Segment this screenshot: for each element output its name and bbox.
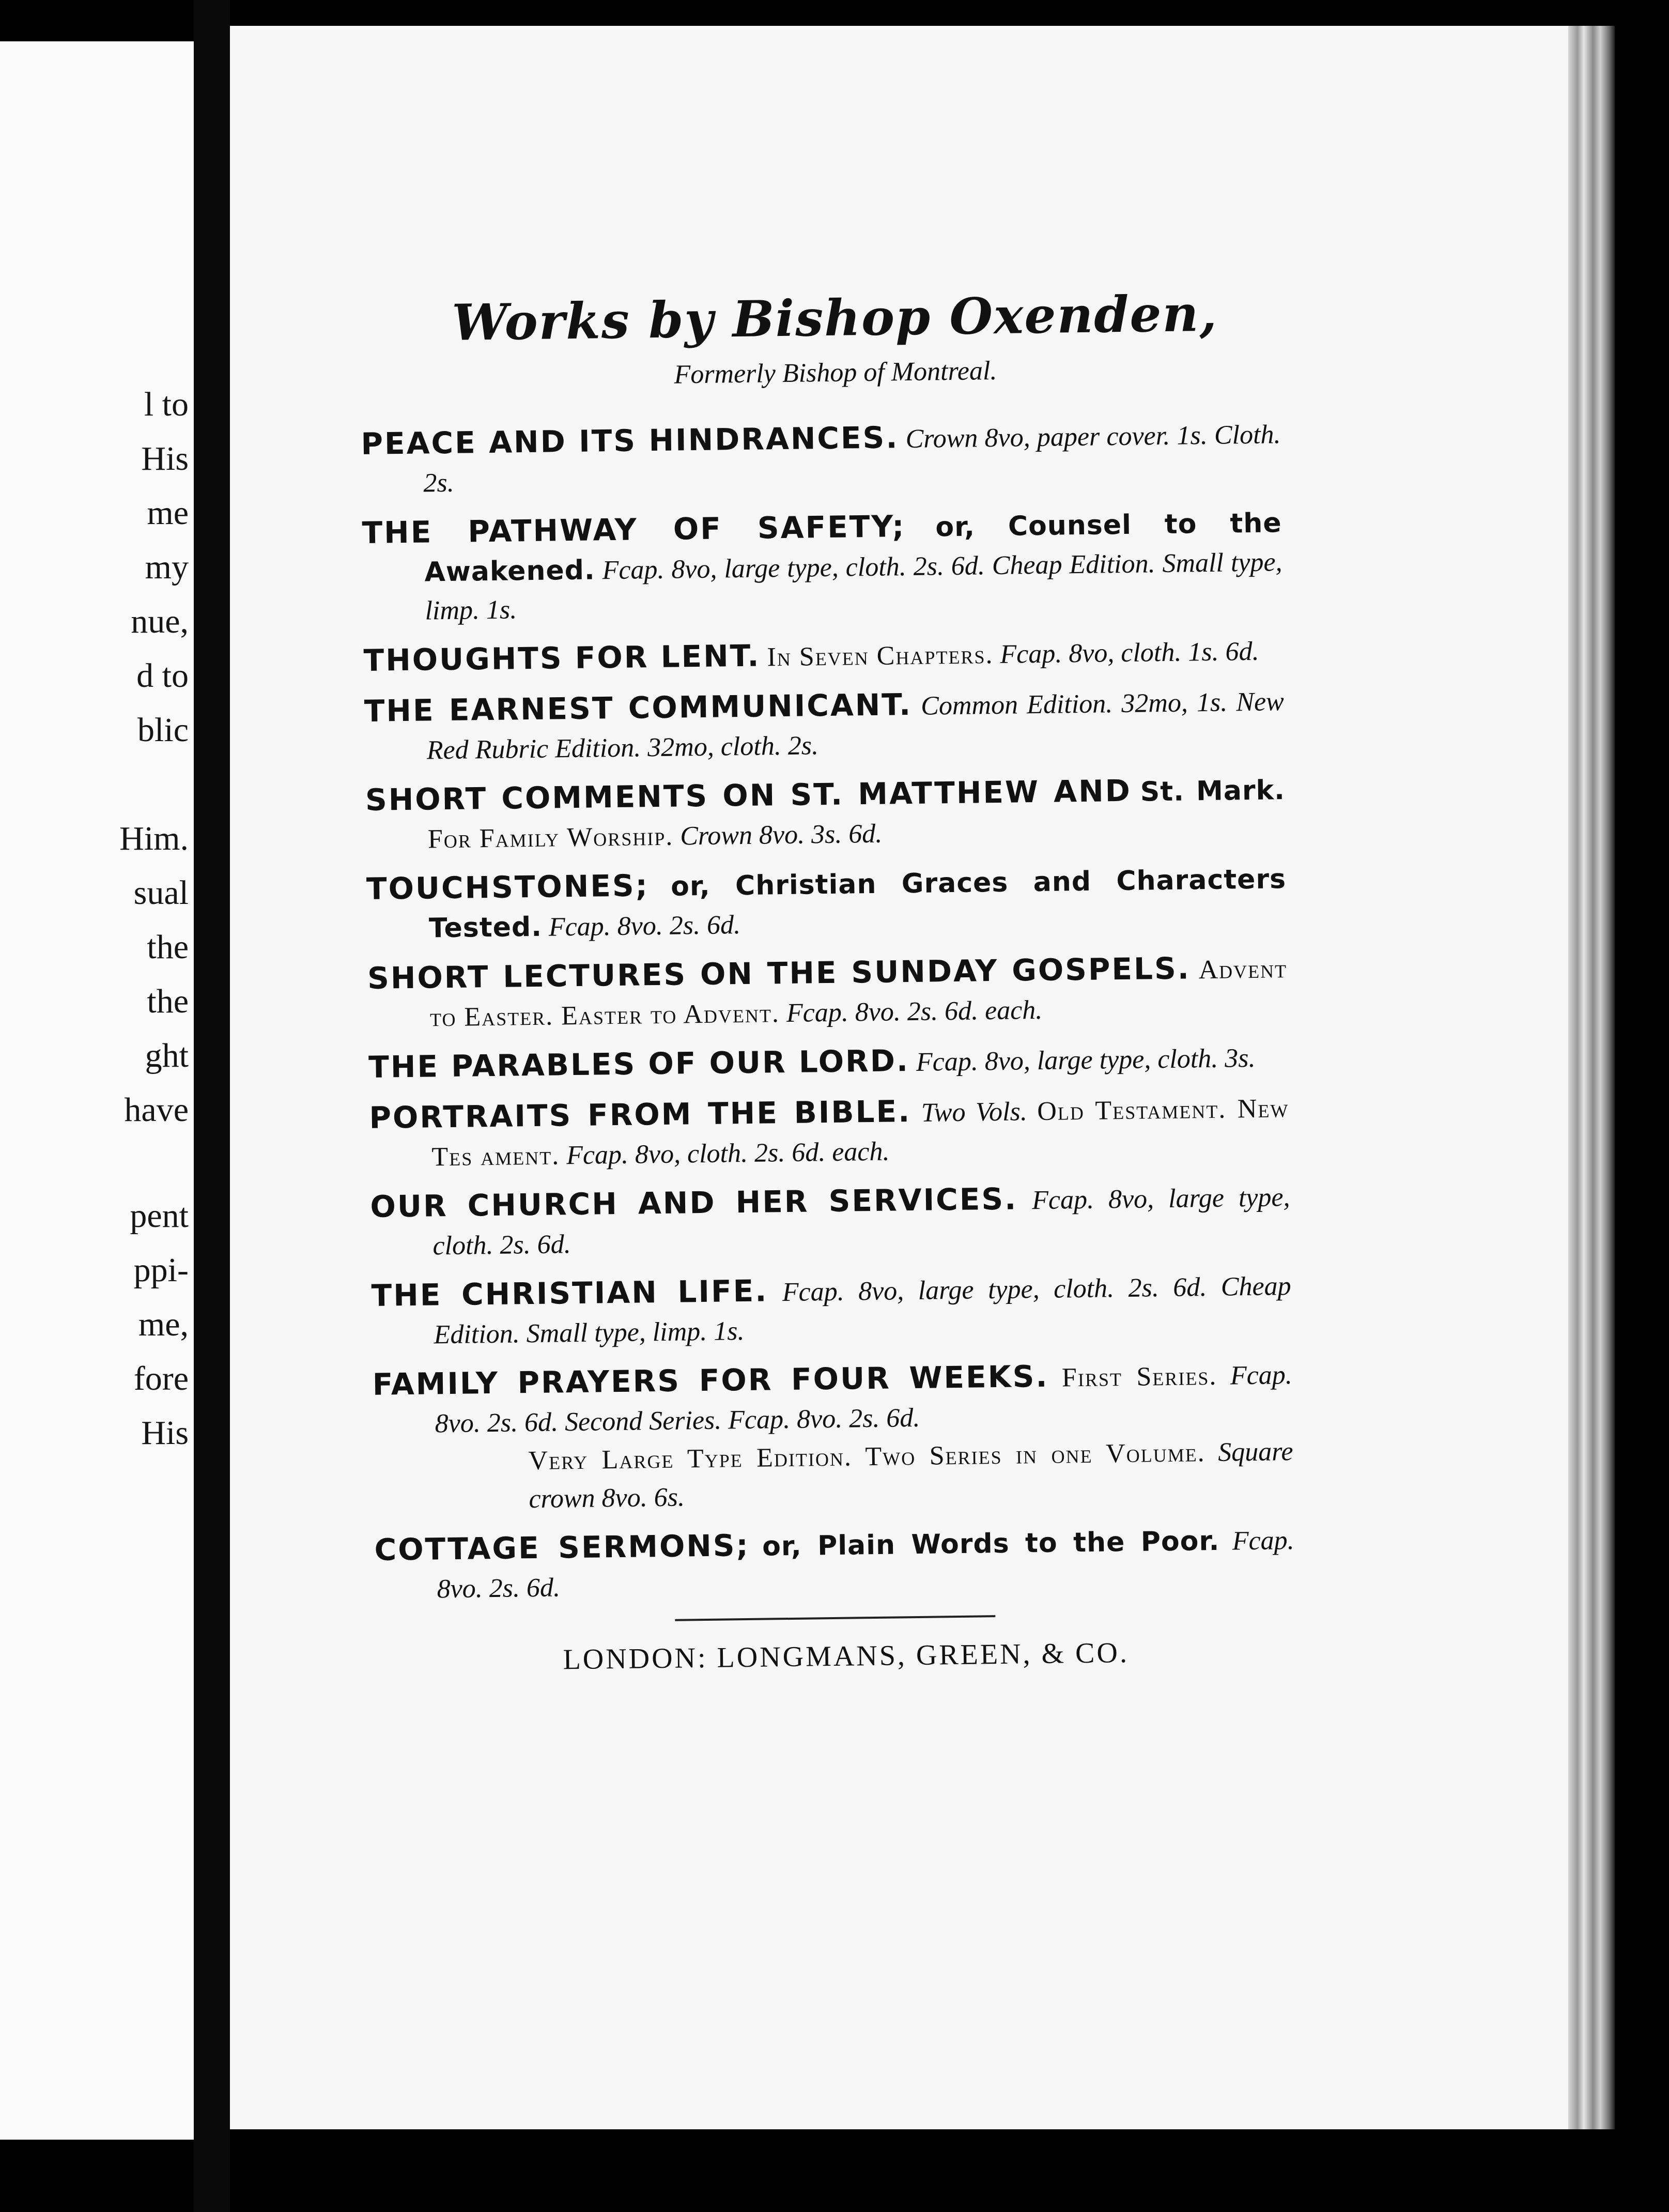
book-details: Fcap. 8vo, large type, cloth. 2s. 6d. bbox=[432, 1182, 1290, 1261]
page-title: Works by Bishop Oxenden, bbox=[451, 284, 1218, 352]
book-title: THOUGHTS FOR LENT. bbox=[363, 638, 761, 678]
book-volumes: Two Vols. bbox=[921, 1097, 1028, 1128]
book-entry bbox=[369, 1087, 1290, 1177]
left-page-text-fragment: ght bbox=[145, 1037, 189, 1074]
left-page-text-fragment: the bbox=[147, 928, 189, 966]
book-description: First Series. bbox=[1061, 1361, 1217, 1393]
left-page-text-fragment: sual bbox=[133, 874, 189, 912]
book-entry bbox=[362, 502, 1283, 631]
book-details: Fcap. 8vo, cloth. 1s. 6d. bbox=[1000, 636, 1259, 669]
book-description: In Seven Chapters. bbox=[767, 640, 994, 672]
book-details: Crown 8vo, paper cover. 1s. Cloth. 2s. bbox=[423, 420, 1281, 498]
book-details: Fcap. 8vo, large type, cloth. 2s. 6d. Cheap Edition. Small type, limp. 1s. bbox=[425, 547, 1282, 626]
book-entry-subline bbox=[435, 1433, 1294, 1519]
book-details: Fcap. 8vo, cloth. 2s. 6d. each. bbox=[566, 1136, 890, 1171]
book-details: Crown 8vo. 3s. 6d. bbox=[679, 819, 883, 851]
advertisement-page bbox=[359, 283, 1296, 1679]
book-list bbox=[361, 413, 1295, 1609]
divider bbox=[675, 1615, 995, 1621]
page-edge bbox=[1568, 26, 1615, 2129]
left-page-text-fragment: fore bbox=[133, 1360, 189, 1397]
left-page-text-fragment: me bbox=[147, 494, 189, 532]
book-title: PORTRAITS FROM THE BIBLE. bbox=[369, 1094, 911, 1135]
book-title: THE PARABLES OF OUR LORD. bbox=[368, 1043, 910, 1085]
book-title: SHORT COMMENTS ON ST. MATTHEW AND bbox=[365, 773, 1132, 818]
left-page-text-fragment: His bbox=[141, 440, 189, 478]
book-details: Fcap. 8vo, large type, cloth. 3s. bbox=[916, 1043, 1256, 1077]
left-page-text-fragment: ppi- bbox=[133, 1251, 189, 1289]
book-entry bbox=[374, 1519, 1295, 1609]
book-title: TOUCHSTONES; bbox=[366, 868, 650, 907]
left-page-text-fragment: l to bbox=[144, 386, 189, 423]
book-entry bbox=[365, 770, 1286, 859]
book-title-continuation: or, Counsel to the Awakened. bbox=[424, 508, 1282, 588]
book-entry bbox=[363, 630, 1284, 682]
book-gutter bbox=[194, 0, 230, 2212]
book-title: OUR CHURCH AND HER SERVICES. bbox=[370, 1181, 1018, 1224]
book-title-continuation: St. Mark. bbox=[1140, 775, 1286, 808]
book-title-continuation: or, Christian Graces and Characters Tested. bbox=[428, 864, 1287, 944]
book-entry bbox=[370, 1176, 1291, 1266]
left-page bbox=[0, 41, 194, 2140]
left-page-text-fragment: my bbox=[145, 548, 189, 586]
left-page-text-fragment: blic bbox=[137, 711, 189, 749]
left-page-text-fragment: Him. bbox=[119, 820, 189, 857]
book-title: THE CHRISTIAN LIFE. bbox=[371, 1273, 768, 1313]
book-title: SHORT LECTURES ON THE SUNDAY GOSPELS. bbox=[367, 950, 1191, 996]
book-title: FAMILY PRAYERS FOR FOUR WEEKS. bbox=[372, 1358, 1049, 1402]
book-entry bbox=[361, 413, 1281, 503]
book-description: For Family Worship. bbox=[427, 821, 674, 854]
page-subtitle: Formerly Bishop of Montreal. bbox=[674, 356, 997, 390]
left-page-text-fragment: have bbox=[124, 1091, 189, 1129]
left-page-text-fragment: me, bbox=[138, 1305, 189, 1343]
book-description: Advent to Easter. Easter to Advent. bbox=[429, 954, 1288, 1033]
book-title: THE EARNEST COMMUNICANT. bbox=[364, 686, 913, 729]
book-entry bbox=[372, 1354, 1294, 1520]
right-page bbox=[230, 26, 1615, 2129]
book-entry bbox=[366, 858, 1287, 949]
book-details: Fcap. 8vo. 2s. 6d. bbox=[437, 1526, 1294, 1604]
book-details: Fcap. 8vo, large type, cloth. 2s. 6d. Cheap Edition. Small type, limp. 1s. bbox=[434, 1271, 1291, 1350]
book-details: Fcap. 8vo. 2s. 6d. Second Series. Fcap. 8vo. 2s. 6d. bbox=[435, 1360, 1293, 1439]
left-page-text-fragment: the bbox=[147, 982, 189, 1020]
book-details: Fcap. 8vo. 2s. 6d. bbox=[548, 910, 741, 942]
book-title: COTTAGE SERMONS; bbox=[374, 1527, 750, 1568]
book-description: Old Testament. New Tes ament. bbox=[431, 1094, 1289, 1172]
publisher-imprint: LONDON: LONGMANS, GREEN, & CO. bbox=[563, 1636, 1130, 1676]
left-page-text-fragment: d to bbox=[136, 657, 189, 695]
left-page-text-fragment: His bbox=[141, 1414, 189, 1452]
edition-details: Square crown 8vo. 6s. bbox=[529, 1437, 1293, 1514]
book-title-continuation: or, Plain Words to the Poor. bbox=[762, 1525, 1220, 1562]
book-entry bbox=[371, 1265, 1292, 1355]
left-page-text-fragment: pent bbox=[130, 1197, 189, 1235]
edition-label: Very Large Type Edition. Two Series in one Volume. bbox=[528, 1438, 1206, 1476]
left-page-text-fragment: nue, bbox=[131, 603, 189, 640]
book-entry bbox=[367, 948, 1288, 1038]
book-title: PEACE AND ITS HINDRANCES. bbox=[361, 420, 899, 462]
book-title: THE PATHWAY OF SAFETY; bbox=[362, 509, 906, 550]
book-entry bbox=[364, 681, 1285, 771]
book-entry bbox=[368, 1037, 1289, 1088]
book-details: Fcap. 8vo. 2s. 6d. each. bbox=[786, 995, 1043, 1028]
book-details: Common Edition. 32mo, 1s. New Red Rubric Edition. 32mo, cloth. 2s. bbox=[426, 687, 1285, 765]
